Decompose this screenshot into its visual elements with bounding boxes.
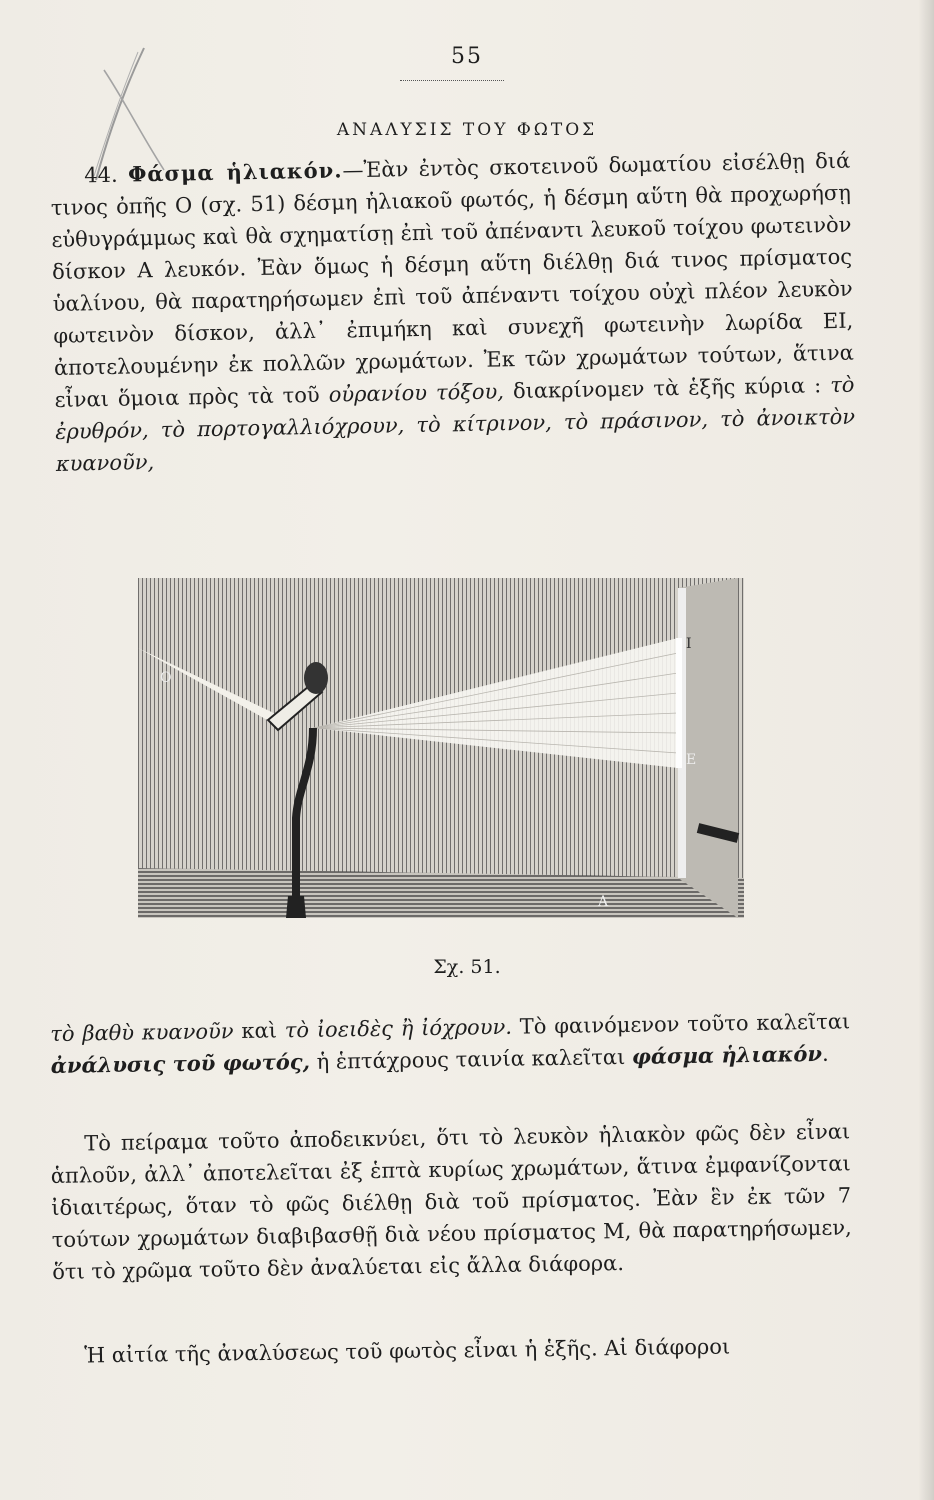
paragraph-colors-continued <box>50 1005 851 1082</box>
page-number-rule <box>400 80 504 81</box>
spectrum-term: φάσμα ἡλιακόν <box>631 1040 823 1069</box>
analysis-term: ἀνάλυσις τοῦ φωτός, <box>50 1048 311 1078</box>
prism-experiment-figure <box>138 578 744 918</box>
figure-caption: Σχ. 51. <box>433 956 501 978</box>
running-head: ΑΝΑΛΥΣΙΣ ΤΟΥ ΦΩΤΟΣ <box>336 120 598 140</box>
section-number: 44. <box>84 162 118 188</box>
spectrum-band <box>676 638 682 768</box>
screen-wall <box>678 578 738 918</box>
section-title: Φάσμα ἡλιακόν. <box>127 157 343 187</box>
paragraph-solar-spectrum <box>50 145 856 480</box>
and-text: καὶ <box>233 1018 285 1044</box>
label-O: Ο <box>160 670 172 686</box>
sentence-end: . <box>821 1041 829 1066</box>
phenomenon-text: Τὸ φαινόμενον τοῦτο καλεῖται <box>511 1009 851 1039</box>
paragraph-cause: Ἡ αἰτία τῆς ἀναλύσεως τοῦ φωτὸς εἶναι ἡ ἑξῆς. Αἱ διάφοροι <box>84 1334 731 1368</box>
colors-list-3: τὸ ἰοειδὲς ἢ ἰόχρουν. <box>284 1014 513 1043</box>
page-number: 55 <box>451 44 483 69</box>
paragraph1-text: —Ἐὰν ἐντὸς σκοτεινοῦ δωματίου εἰσέλθῃ διά τινος ὀπῆς Ο (σχ. 51) δέσμη ἡλιακοῦ φωτός, ἡ δέσμη αὕτη θὰ προχωρήσῃ εὐθυγράμμως καὶ θὰ σχηματίσῃ ἐπὶ τοῦ ἀπέναντι λευκοῦ τοίχου φωτεινὸν δίσκον Α λευκόν. Ἐὰν ὅμως ἡ δέσμη αὕτη διέλθῃ διά τινος πρίσματος ὑαλίνου, θὰ παρατηρήσωμεν ἐπὶ τοῦ ἀπέναντι τοίχου οὐχὶ πλέον λευκὸν φωτεινὸν δίσκον, ἀλλ᾽ ἐπιμήκη καὶ συνεχῆ φωτεινὴν λωρίδα ΕΙ, ἀποτελουμένην ἐκ πολλῶν χρωμάτων. Ἐκ τῶν χρωμάτων τούτων, ἅτινα εἶναι ὅμοια πρὸς τὰ τοῦ <box>50 148 855 412</box>
colors-list-1: τὸ ἐρυθρόν, τὸ πορτογαλλιόχρουν, τὸ κίτρινον, τὸ πράσινον, τὸ ἀνοικτὸν κυανοῦν, <box>54 372 856 476</box>
distinguish-text: διακρίνομεν τὰ ἑξῆς κύρια : <box>503 373 831 404</box>
label-I: Ι <box>686 636 692 652</box>
page-edge-shadow <box>918 0 934 1500</box>
colors-list-2: τὸ βαθὺ κυανοῦν <box>50 1019 234 1046</box>
label-A: Α <box>598 894 609 910</box>
paragraph-experiment-proof: Τὸ πείραμα τοῦτο ἀποδεικνύει, ὅτι τὸ λευκὸν ἡλιακὸν φῶς δὲν εἶναι ἁπλοῦν, ἀλλ᾽ ἀποτελεῖται ἐξ ἑπτὰ κυρίως χρωμάτων, ἅτινα ἐμφανίζονται ἰδιαιτέρως, ὅταν τὸ φῶς διέλθῃ διὰ τοῦ πρίσματος. Ἐὰν ἓν ἐκ τῶν 7 τούτων χρωμάτων διαβιβασθῇ διὰ νέου πρίσματος Μ, θὰ παρατηρήσωμεν, ὅτι τὸ χρῶμα τοῦτο δὲν ἀναλύεται εἰς ἄλλα διάφορα. <box>50 1119 852 1284</box>
label-E: Ε <box>686 752 697 768</box>
rainbow-phrase: οὐρανίου τόξου, <box>328 379 505 407</box>
band-text: ἡ ἑπτάχρους ταινία καλεῖται <box>309 1044 633 1074</box>
